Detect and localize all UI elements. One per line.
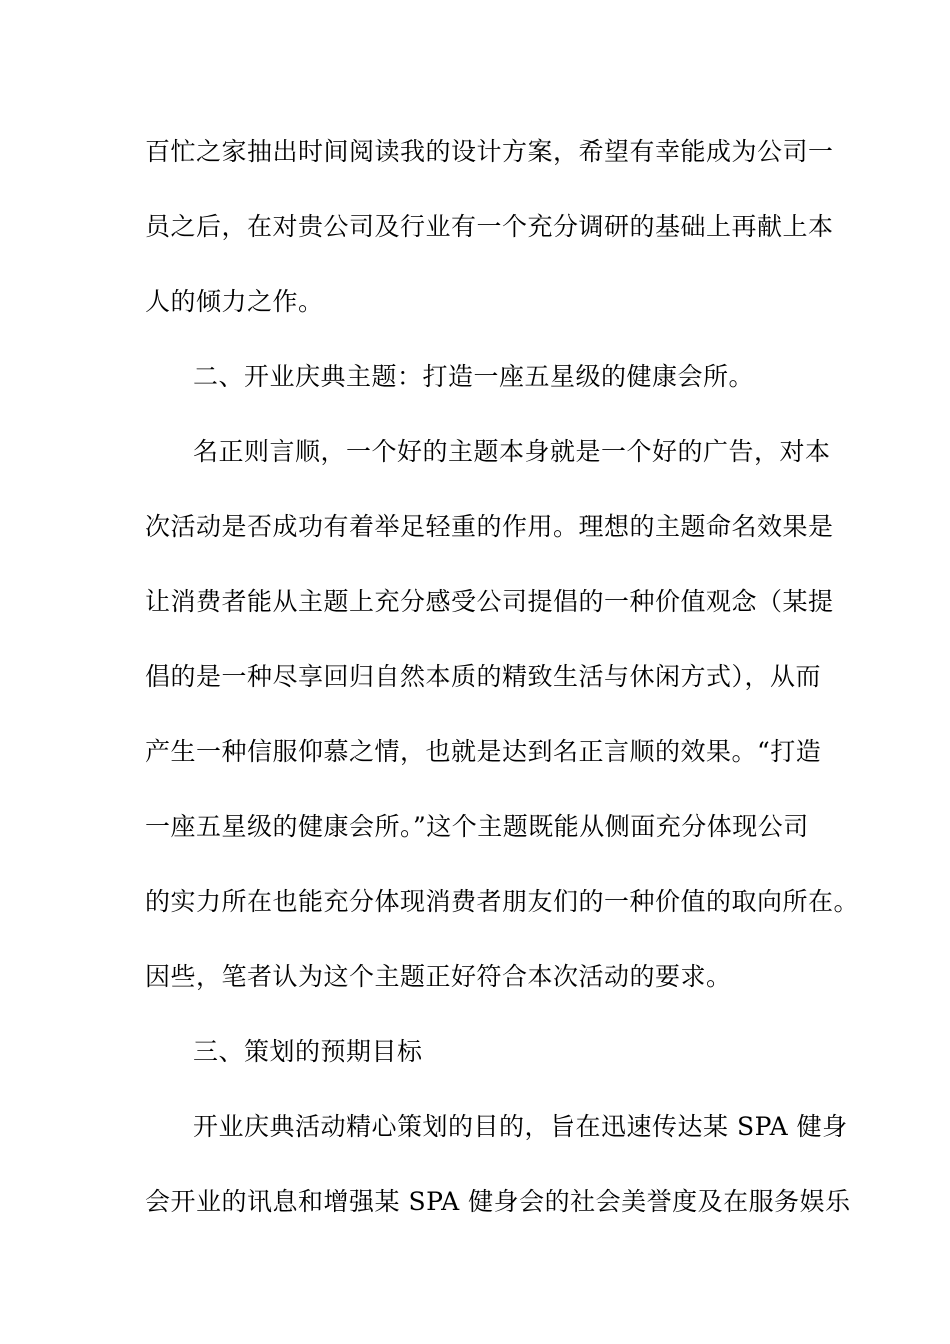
paragraph-line: 倡的是一种尽享回归自然本质的精致生活与休闲方式），从而 <box>145 662 822 691</box>
paragraph-line: 次活动是否成功有着举足轻重的作用。理想的主题命名效果是 <box>145 512 834 541</box>
paragraph-line: 一座五星级的健康会所。”这个主题既能从侧面充分体现公司 <box>145 812 809 841</box>
paragraph-line: 人的倾力之作。 <box>145 287 324 316</box>
paragraph-line: 产生一种信服仰慕之情，也就是达到名正言顺的效果。“打造 <box>145 737 822 766</box>
paragraph-line: 员之后，在对贵公司及行业有一个充分调研的基础上再献上本 <box>145 212 834 241</box>
paragraph-line: 的实力所在也能充分体现消费者朋友们的一种价值的取向所在。 <box>145 887 860 916</box>
section-heading: 二、开业庆典主题：打造一座五星级的健康会所。 <box>193 362 755 391</box>
paragraph-line: 开业庆典活动精心策划的目的，旨在迅速传达某 SPA 健身 <box>193 1112 848 1141</box>
paragraph-line: 百忙之家抽出时间阅读我的设计方案，希望有幸能成为公司一 <box>145 137 834 166</box>
section-heading: 三、策划的预期目标 <box>193 1037 423 1066</box>
paragraph-line: 让消费者能从主题上充分感受公司提倡的一种价值观念（某提 <box>145 587 834 616</box>
paragraph-line: 名正则言顺，一个好的主题本身就是一个好的广告，对本 <box>193 437 831 466</box>
paragraph-line: 因些，笔者认为这个主题正好符合本次活动的要求。 <box>145 962 732 991</box>
paragraph-line: 会开业的讯息和增强某 SPA 健身会的社会美誉度及在服务娱乐 <box>145 1187 851 1216</box>
